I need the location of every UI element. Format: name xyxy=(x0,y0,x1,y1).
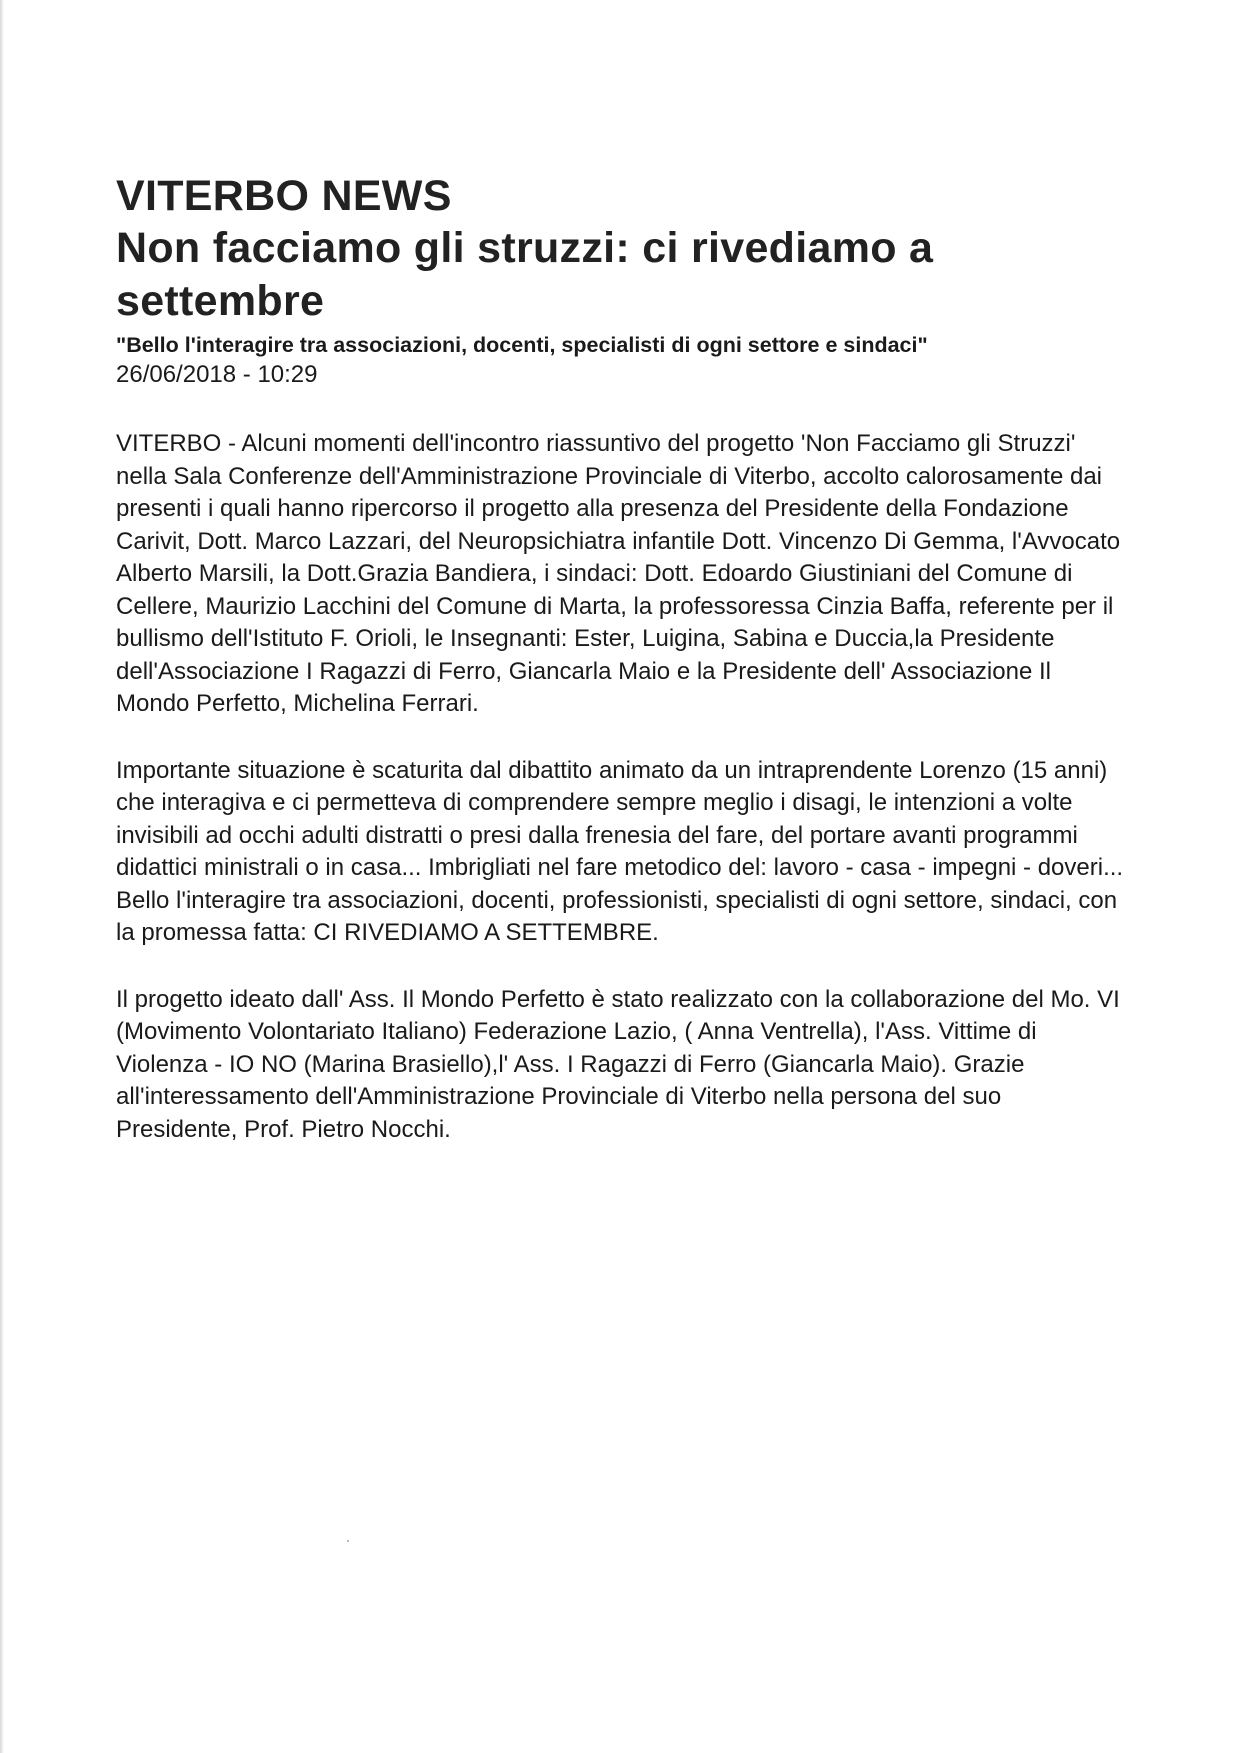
article-subtitle: "Bello l'interagire tra associazioni, docenti, specialisti di ogni settore e sindaci" xyxy=(116,333,928,357)
article-paragraph: VITERBO - Alcuni momenti dell'incontro riassuntivo del progetto 'Non Facciamo gli Struzzi' nella Sala Conferenze dell'Amministrazione Provinciale di Viterbo, accolto calorosamente dai presenti i quali hanno ripercorso il progetto alla presenza del Presidente della Fondazione Carivit, Dott. Marco Lazzari, del Neuropsichiatra infantile Dott. Vincenzo Di Gemma, l'Avvocato Alberto Marsili, la Dott.Grazia Bandiera, i sindaci: Dott. Edoardo Giustiniani del Comune di Cellere, Maurizio Lacchini del Comune di Marta, la professoressa Cinzia Baffa, referente per il bullismo dell'Istituto F. Orioli, le Insegnanti: Ester, Luigina, Sabina e Duccia,la Presidente dell'Associazione I Ragazzi di Ferro, Giancarla Maio e la Presidente dell' Associazione Il Mondo Perfetto, Michelina Ferrari. xyxy=(116,430,1121,717)
scan-speck xyxy=(347,1540,349,1542)
article-title: Non facciamo gli struzzi: ci rivediamo a settembre xyxy=(116,224,934,325)
article-paragraph: Il progetto ideato dall' Ass. Il Mondo Perfetto è stato realizzato con la collaborazione del Mo. VI (Movimento Volontariato Italiano) Federazione Lazio, ( Anna Ventrella), l'Ass. Vittime di Violenza - IO NO (Marina Brasiello),l' Ass. I Ragazzi di Ferro (Giancarla Maio). Grazie all'interessamento dell'Amministrazione Provinciale di Viterbo nella persona del suo Presidente, Prof. Pietro Nocchi. xyxy=(116,985,1120,1143)
news-source: VITERBO NEWS xyxy=(116,172,452,220)
article-paragraph: Importante situazione è scaturita dal dibattito animato da un intraprendente Lorenzo (15 anni) che interagiva e ci permetteva di comprendere sempre meglio i disagi, le intenzioni a volte invisibili ad occhi adulti distratti o presi dalla frenesia del fare, del portare avanti programmi didattici ministrali o in casa... Imbrigliati nel fare metodico del: lavoro - casa - impegni - doveri... Bello l'interagire tra associazioni, docenti, professionisti, specialisti di ogni settore, sindaci, con la promessa fatta: CI RIVEDIAMO A SETTEMBRE. xyxy=(116,756,1124,946)
article-date: 26/06/2018 - 10:29 xyxy=(116,361,318,388)
article xyxy=(116,170,1126,1146)
scan-edge-shadow xyxy=(0,0,4,1753)
